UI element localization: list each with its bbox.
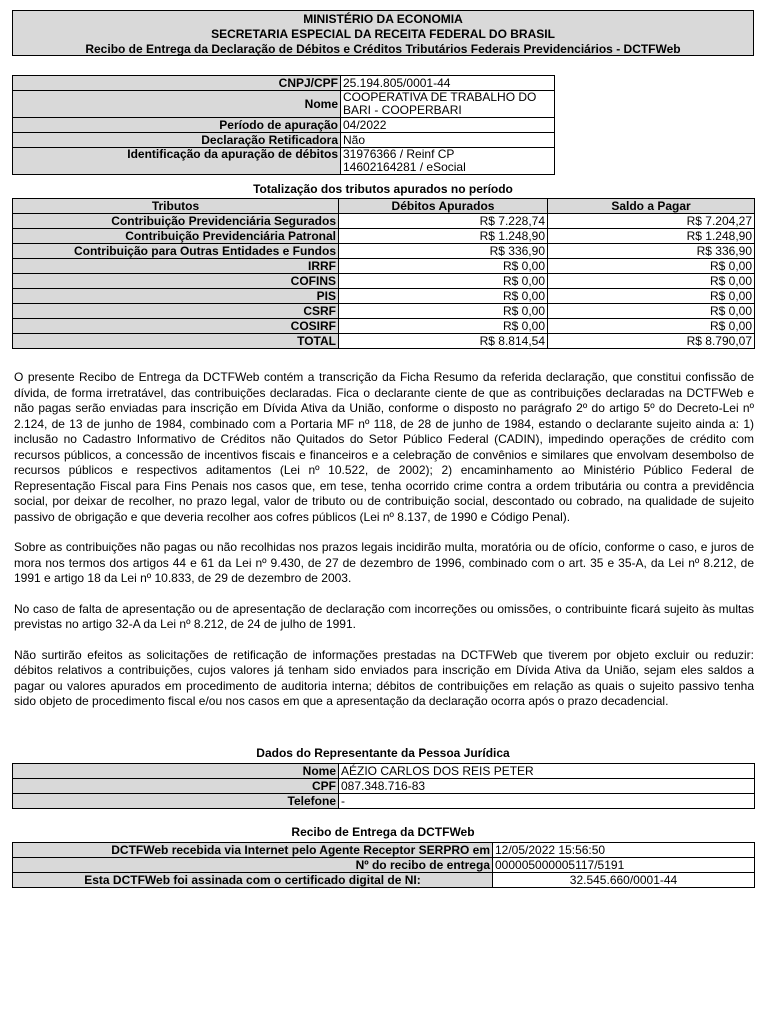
tributo-name: COSIRF (13, 319, 339, 334)
saldo-value: R$ 0,00 (548, 304, 755, 319)
legal-text (14, 370, 754, 725)
cnpj-label: CNPJ/CPF (13, 76, 341, 91)
numero-recibo-label: Nº do recibo de entrega (13, 858, 493, 873)
debitos-value: R$ 8.814,54 (339, 334, 548, 349)
nome-label: Nome (13, 91, 341, 118)
debitos-value: R$ 7.228,74 (339, 214, 548, 229)
receipt-table (12, 842, 755, 888)
tributo-name: Contribuição para Outras Entidades e Fundos (13, 244, 339, 259)
assinada-value: 32.545.660/0001-44 (493, 873, 755, 888)
secretariat-title: SECRETARIA ESPECIAL DA RECEITA FEDERAL DO BRASIL (211, 27, 555, 41)
tributo-name: TOTAL (13, 334, 339, 349)
rep-nome-label: Nome (13, 764, 339, 779)
receipt-title: Recibo de Entrega da Declaração de Débitos e Créditos Tributários Federais Previdenciários - DCTFWeb (85, 42, 681, 56)
saldo-value: R$ 336,90 (548, 244, 755, 259)
tributo-name: Contribuição Previdenciária Segurados (13, 214, 339, 229)
rep-telefone-value: - (339, 794, 755, 809)
rep-cpf-value: 087.348.716-83 (339, 779, 755, 794)
debitos-value: R$ 1.248,90 (339, 229, 548, 244)
document-header (12, 10, 754, 56)
totals-table (12, 198, 755, 349)
header-tributos: Tributos (13, 199, 339, 214)
saldo-value: R$ 0,00 (548, 319, 755, 334)
table-row (13, 873, 755, 888)
ministry-title: MINISTÉRIO DA ECONOMIA (303, 12, 463, 26)
recebida-value: 12/05/2022 15:56:50 (493, 843, 755, 858)
debitos-value: R$ 0,00 (339, 319, 548, 334)
rep-telefone-label: Telefone (13, 794, 339, 809)
table-row (13, 779, 755, 794)
identificacao-value-esocial: 14602164281 / eSocial (343, 160, 466, 174)
rep-nome-value: AÉZIO CARLOS DOS REIS PETER (339, 764, 755, 779)
saldo-value: R$ 0,00 (548, 259, 755, 274)
paragraph-retificacao: Não surtirão efeitos as solicitações de retificação de informações prestadas na DCTFWeb que tiverem por objeto excluir ou reduzir: débitos relativos a contribuições, cujos valores já tenham sido enviados para inscrição em Dívida Ativa da União, sejam eles saldos a pagar ou valores apurados em procedimento de auditoria interna; débitos de contribuições em relação as quais o sujeito passivo tenha sido objeto de procedimento fiscal e/ou nos casos em que a apresentação da declaração ocorra após o prazo decadencial. (14, 647, 754, 708)
totals-row (13, 229, 755, 244)
paragraph-multas-juros: Sobre as contribuições não pagas ou não recolhidas nos prazos legais incidirão multa, moratória ou de ofício, conforme o caso, e juros de mora nos termos dos artigos 44 e 61 da Lei nº 9.430, de 27 de dezembro de 1996, combinado com o art. 35 e 35-A, da Lei nº 8.212, de 1991 e artigo 18 da Lei nº 10.833, de 29 de dezembro de 2003. (14, 540, 754, 585)
nome-value: COOPERATIVA DE TRABALHO DO BARI - COOPERBARI (341, 91, 555, 118)
totals-title: Totalização dos tributos apurados no período (253, 182, 513, 196)
identificacao-label: Identificação da apuração de débitos (13, 148, 341, 175)
saldo-value: R$ 1.248,90 (548, 229, 755, 244)
table-row (13, 76, 555, 91)
totals-row (13, 214, 755, 229)
periodo-value: 04/2022 (341, 118, 555, 133)
table-row (13, 843, 755, 858)
identificacao-value (341, 148, 555, 175)
debitos-value: R$ 0,00 (339, 289, 548, 304)
table-row (13, 148, 555, 175)
assinada-label: Esta DCTFWeb foi assinada com o certificado digital de NI: (13, 873, 493, 888)
table-row (13, 858, 755, 873)
retificadora-label: Declaração Retificadora (13, 133, 341, 148)
identificacao-value-reinf: 31976366 / Reinf CP (343, 147, 455, 161)
cnpj-value: 25.194.805/0001-44 (341, 76, 555, 91)
saldo-value: R$ 0,00 (548, 289, 755, 304)
table-row (13, 91, 555, 118)
totals-row (13, 304, 755, 319)
representative-title: Dados do Representante da Pessoa Jurídica (256, 746, 510, 760)
totals-row (13, 259, 755, 274)
totals-row (13, 289, 755, 304)
tributo-name: IRRF (13, 259, 339, 274)
receipt-section-title: Recibo de Entrega da DCTFWeb (291, 825, 475, 839)
debitos-value: R$ 336,90 (339, 244, 548, 259)
saldo-value: R$ 7.204,27 (548, 214, 755, 229)
recebida-label: DCTFWeb recebida via Internet pelo Agente Receptor SERPRO em (13, 843, 493, 858)
paragraph-confissao: O presente Recibo de Entrega da DCTFWeb contém a transcrição da Ficha Resumo da referida declaração, que constitui confissão de dívida, de forma irretratável, das contribuições declaradas. Fica o declarante ciente de que as contribuições declaradas na DCTFWeb e não pagas serão enviadas para inscrição em Dívida Ativa da União, conforme o disposto no parágrafo 2º do artigo 5º do Decreto-Lei nº 2.124, de 13 de junho de 1984, combinado com a Portaria MF nº 118, de 28 de junho de 1984, estando o declarante sujeito ainda a: 1) inclusão no Cadastro Informativo de Créditos não Quitados do Setor Público Federal (CADIN), impedindo operações de crédito com recursos públicos, a concessão de incentivos fiscais e financeiros e a celebração de convênios e similares que envolvam desembolso de recursos públicos e respectivos aditamentos (Lei nº 10.522, de 2002); 2) encaminhamento ao Ministério Público Federal de Representação Fiscal para Fins Penais nos casos que, em tese, tenha ocorrido crime contra a ordem tributária ou contra a previdência social, por deixar de recolher, no prazo legal, valor de tributo ou de contribuição social, descontado ou cobrado, na qualidade de sujeito passivo de obrigação e que deveria recolher aos cofres públicos (Lei nº 8.137, de 1990 e Código Penal). (14, 370, 754, 524)
table-row (13, 764, 755, 779)
saldo-value: R$ 0,00 (548, 274, 755, 289)
totals-row (13, 319, 755, 334)
tributo-name: Contribuição Previdenciária Patronal (13, 229, 339, 244)
periodo-label: Período de apuração (13, 118, 341, 133)
rep-cpf-label: CPF (13, 779, 339, 794)
numero-recibo-value: 000005000005117/5191 (493, 858, 755, 873)
totals-row (13, 334, 755, 349)
totals-row (13, 274, 755, 289)
header-debitos: Débitos Apurados (339, 199, 548, 214)
header-saldo: Saldo a Pagar (548, 199, 755, 214)
identification-table (12, 75, 555, 175)
debitos-value: R$ 0,00 (339, 259, 548, 274)
totals-header-row (13, 199, 755, 214)
tributo-name: CSRF (13, 304, 339, 319)
table-row (13, 118, 555, 133)
table-row (13, 794, 755, 809)
table-row (13, 133, 555, 148)
debitos-value: R$ 0,00 (339, 304, 548, 319)
representative-table (12, 763, 755, 809)
tributo-name: COFINS (13, 274, 339, 289)
saldo-value: R$ 8.790,07 (548, 334, 755, 349)
retificadora-value: Não (341, 133, 555, 148)
paragraph-falta-apresentacao: No caso de falta de apresentação ou de apresentação de declaração com incorreções ou omissões, o contribuinte ficará sujeito às multas previstas no artigo 32-A da Lei nº 8.212, de 24 de julho de 1991. (14, 601, 754, 631)
totals-row (13, 244, 755, 259)
debitos-value: R$ 0,00 (339, 274, 548, 289)
tributo-name: PIS (13, 289, 339, 304)
